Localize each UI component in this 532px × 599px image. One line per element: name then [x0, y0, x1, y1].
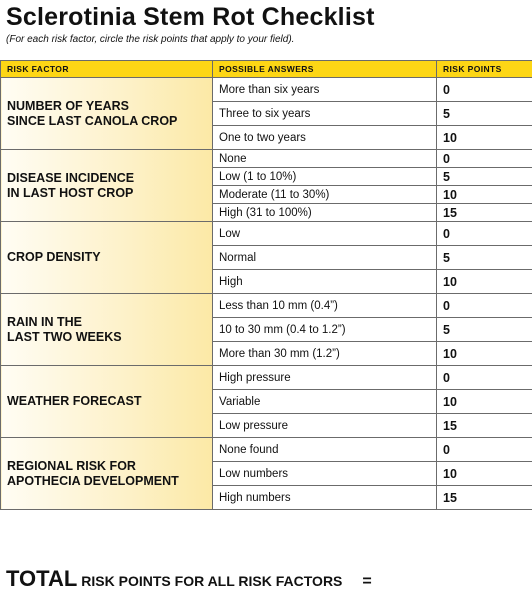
table-row — [1, 366, 532, 390]
possible-answer-cell: Less than 10 mm (0.4”) — [213, 294, 437, 318]
table-row — [1, 78, 532, 102]
possible-answer-cell: Low — [213, 222, 437, 246]
possible-answer-cell: Three to six years — [213, 102, 437, 126]
table-body — [1, 78, 532, 510]
risk-points-cell[interactable]: 10 — [437, 390, 532, 414]
risk-points-cell[interactable]: 15 — [437, 204, 532, 222]
risk-points-cell[interactable]: 15 — [437, 414, 532, 438]
risk-points-cell[interactable]: 5 — [437, 246, 532, 270]
risk-points-cell[interactable]: 10 — [437, 186, 532, 204]
risk-points-cell[interactable]: 0 — [437, 222, 532, 246]
possible-answer-cell: Low (1 to 10%) — [213, 168, 437, 186]
page-title: Sclerotinia Stem Rot Checklist — [6, 3, 375, 31]
table-row — [1, 150, 532, 168]
total-line — [6, 566, 372, 592]
possible-answer-cell: Low pressure — [213, 414, 437, 438]
header-risk-points: RISK POINTS — [437, 61, 532, 78]
possible-answer-cell: None — [213, 150, 437, 168]
table-row — [1, 222, 532, 246]
risk-points-cell[interactable]: 5 — [437, 168, 532, 186]
possible-answer-cell: Moderate (11 to 30%) — [213, 186, 437, 204]
header-row — [1, 61, 532, 78]
risk-factor-cell: NUMBER OF YEARS SINCE LAST CANOLA CROP — [1, 78, 213, 150]
risk-factor-cell: REGIONAL RISK FOR APOTHECIA DEVELOPMENT — [1, 438, 213, 510]
risk-factor-cell: CROP DENSITY — [1, 222, 213, 294]
possible-answer-cell: Variable — [213, 390, 437, 414]
risk-points-cell[interactable]: 0 — [437, 438, 532, 462]
table-row — [1, 438, 532, 462]
risk-factor-cell: RAIN IN THE LAST TWO WEEKS — [1, 294, 213, 366]
risk-factor-cell: DISEASE INCIDENCE IN LAST HOST CROP — [1, 150, 213, 222]
total-word: TOTAL — [6, 566, 78, 591]
risk-points-cell[interactable]: 0 — [437, 294, 532, 318]
possible-answer-cell: None found — [213, 438, 437, 462]
risk-points-cell[interactable]: 5 — [437, 102, 532, 126]
total-equals: = — [362, 573, 372, 590]
risk-factor-cell: WEATHER FORECAST — [1, 366, 213, 438]
possible-answer-cell: More than six years — [213, 78, 437, 102]
possible-answer-cell: 10 to 30 mm (0.4 to 1.2”) — [213, 318, 437, 342]
risk-points-cell[interactable]: 10 — [437, 270, 532, 294]
possible-answer-cell: High — [213, 270, 437, 294]
total-text: RISK POINTS FOR ALL RISK FACTORS — [81, 573, 343, 589]
risk-points-cell[interactable]: 0 — [437, 78, 532, 102]
risk-points-cell[interactable]: 0 — [437, 150, 532, 168]
risk-points-cell[interactable]: 15 — [437, 486, 532, 510]
risk-points-cell[interactable]: 10 — [437, 126, 532, 150]
header-risk-factor: RISK FACTOR — [1, 61, 213, 78]
possible-answer-cell: High numbers — [213, 486, 437, 510]
risk-checklist-table — [0, 60, 532, 510]
possible-answer-cell: High pressure — [213, 366, 437, 390]
risk-points-cell[interactable]: 10 — [437, 462, 532, 486]
possible-answer-cell: More than 30 mm (1.2”) — [213, 342, 437, 366]
possible-answer-cell: Low numbers — [213, 462, 437, 486]
risk-points-cell[interactable]: 10 — [437, 342, 532, 366]
risk-points-cell[interactable]: 5 — [437, 318, 532, 342]
page-subtitle: (For each risk factor, circle the risk points that apply to your field). — [6, 34, 295, 45]
header-possible-answers: POSSIBLE ANSWERS — [213, 61, 437, 78]
possible-answer-cell: High (31 to 100%) — [213, 204, 437, 222]
possible-answer-cell: One to two years — [213, 126, 437, 150]
table-row — [1, 294, 532, 318]
risk-points-cell[interactable]: 0 — [437, 366, 532, 390]
possible-answer-cell: Normal — [213, 246, 437, 270]
